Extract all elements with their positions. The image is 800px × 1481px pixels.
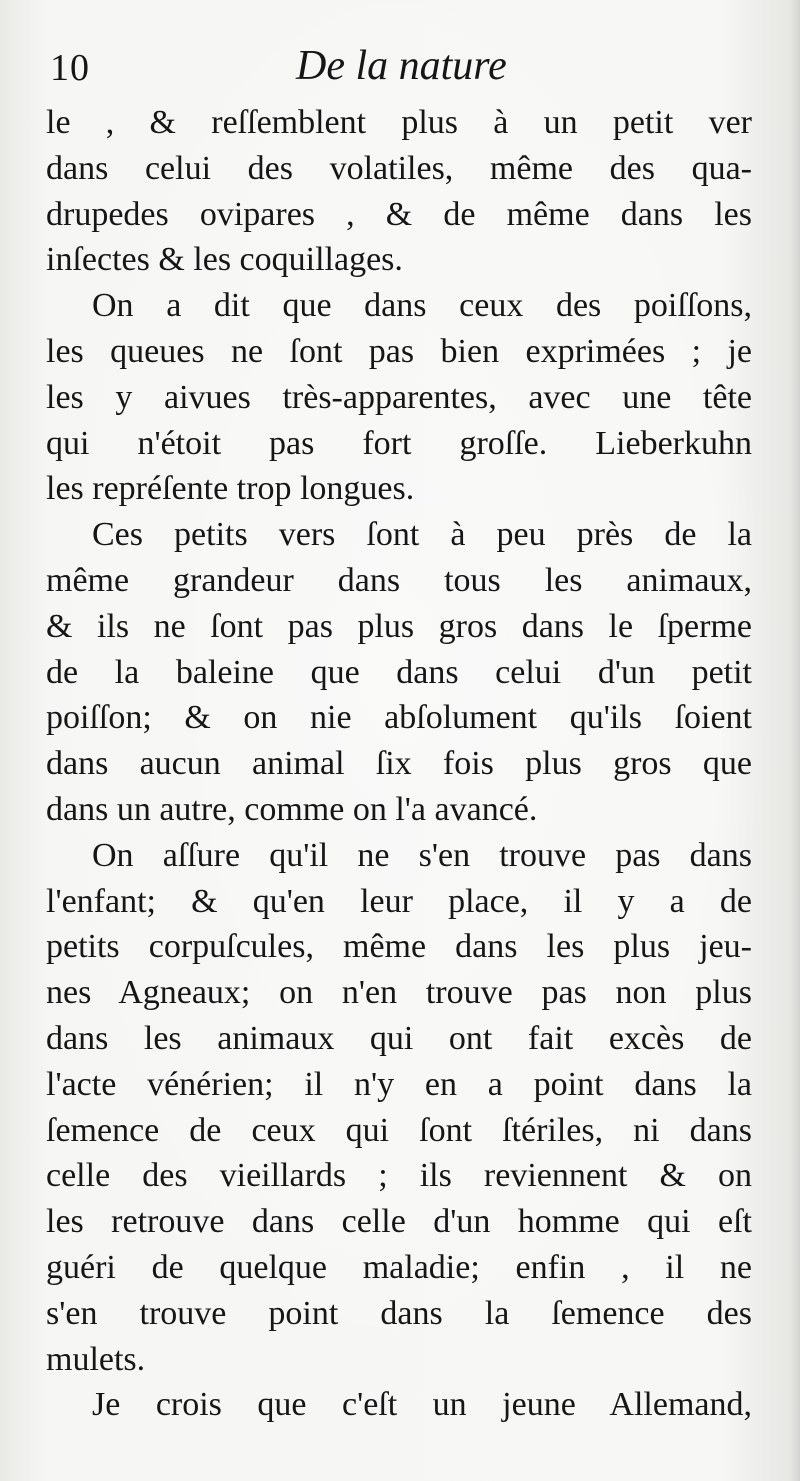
text-line: l'acte vénérien; il n'y en a point dans la: [46, 1065, 752, 1103]
page-number: 10: [50, 47, 90, 89]
text-line: le , & reſſemblent plus à un petit ver: [46, 104, 752, 141]
running-title: De la nature: [296, 43, 507, 89]
text-line: Ces petits vers ſont à peu près de la: [92, 516, 752, 554]
text-line: les queues ne ſont pas bien exprimées ; je: [46, 332, 752, 370]
text-line: les retrouve dans celle d'un homme qui eſt: [46, 1203, 752, 1241]
text-line: dans un autre, comme on l'a avancé.: [46, 790, 538, 828]
text-line: les repréſente trop longues.: [46, 470, 415, 508]
text-line: On aſſure qu'il ne s'en trouve pas dans: [92, 836, 752, 874]
page-edge-shadow: [790, 0, 800, 1481]
body-text: [46, 100, 752, 1428]
text-line: guéri de quelque maladie; enfin , il ne: [46, 1248, 752, 1286]
text-line: drupedes ovipares , & de même dans les: [46, 195, 752, 233]
text-line: Je crois que c'eſt un jeune Allemand,: [92, 1386, 752, 1424]
text-line: petits corpuſcules, même dans les plus jeu-: [46, 928, 752, 966]
text-line: même grandeur dans tous les animaux,: [46, 561, 752, 599]
text-line: qui n'étoit pas fort groſſe. Lieberkuhn: [46, 424, 752, 462]
text-line: celle des vieillards ; ils reviennent & on: [46, 1157, 752, 1195]
text-line: inſectes & les coquillages.: [46, 241, 403, 279]
text-line: dans celui des volatiles, même des qua-: [46, 149, 752, 187]
text-line: ſemence de ceux qui ſont ſtériles, ni dans: [46, 1111, 752, 1149]
text-line: poiſſon; & on nie abſolument qu'ils ſoient: [46, 699, 752, 737]
text-line: dans aucun animal ſix fois plus gros que: [46, 745, 752, 783]
text-line: de la baleine que dans celui d'un petit: [46, 653, 752, 691]
page-header: [50, 40, 750, 94]
text-line: les y aivues très-apparentes, avec une tête: [46, 378, 752, 416]
text-line: dans les animaux qui ont fait excès de: [46, 1019, 752, 1057]
text-line: nes Agneaux; on n'en trouve pas non plus: [46, 974, 752, 1012]
text-line: s'en trouve point dans la ſemence des: [46, 1294, 752, 1332]
text-line: & ils ne ſont pas plus gros dans le ſperme: [46, 607, 752, 645]
text-line: l'enfant; & qu'en leur place, il y a de: [46, 882, 752, 920]
text-line: On a dit que dans ceux des poiſſons,: [92, 287, 752, 325]
text-line: mulets.: [46, 1340, 146, 1378]
